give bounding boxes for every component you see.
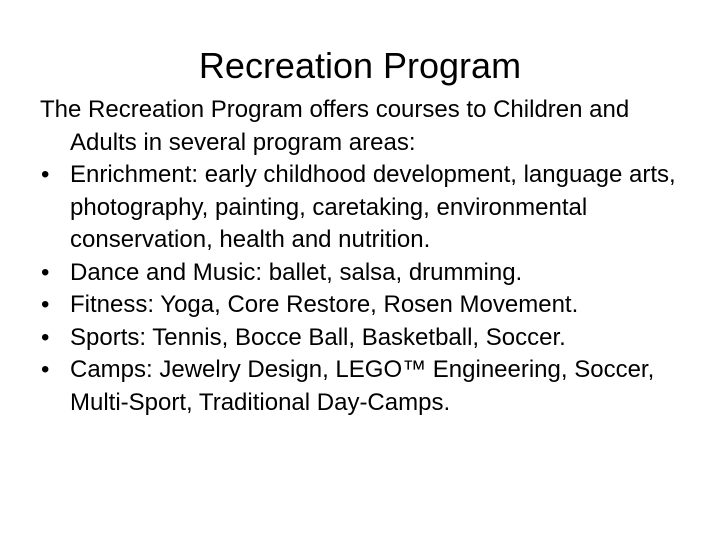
list-item-camps [40, 354, 700, 419]
bullet-icon: • [41, 258, 50, 286]
list-item-text: Camps: Jewelry Design, LEGO™ Engineering, Soccer, Multi-Sport, Traditional Day-Camps. [70, 356, 655, 416]
slide-title: Recreation Program [198, 45, 522, 86]
list-item-text: Enrichment: early childhood development, language arts, photography, painting, caretaking, environmental conservation, health and nutrition. [70, 161, 676, 253]
list-item-text: Fitness: Yoga, Core Restore, Rosen Movement. [70, 291, 579, 318]
intro-paragraph: The Recreation Program offers courses to Children and Adults in several program areas: [40, 96, 630, 156]
bullet-icon: • [41, 356, 50, 383]
list-item-fitness [40, 289, 700, 322]
bullet-icon: • [41, 291, 50, 318]
bullet-icon: • [41, 323, 50, 351]
list-item-text: Dance and Music: ballet, salsa, drumming. [70, 258, 523, 286]
list-item-text: Sports: Tennis, Bocce Ball, Basketball, Soccer. [70, 323, 566, 351]
slide-body [40, 94, 700, 419]
program-area-list [40, 159, 700, 419]
list-item-dance-music [40, 257, 700, 290]
list-item-sports [40, 322, 700, 355]
bullet-icon: • [41, 161, 50, 188]
list-item-enrichment [40, 159, 700, 257]
